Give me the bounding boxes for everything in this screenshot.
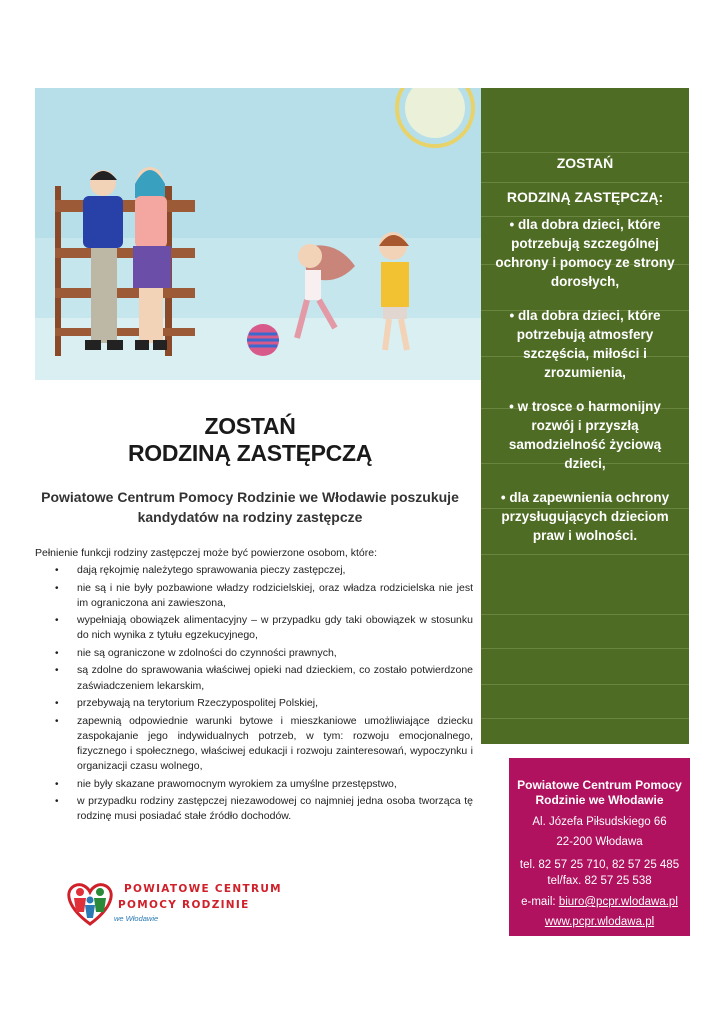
drawing-illustration [35, 88, 481, 380]
contact-panel [509, 758, 690, 936]
list-item: • nie są i nie były pozbawione władzy rodzicielskiej, oraz władza rodzicielska nie jest im ograniczona ani zawieszona, [35, 581, 473, 611]
title-line-2: RODZINĄ ZASTĘPCZĄ [127, 440, 373, 466]
logo-family-icon [62, 878, 118, 928]
page-title [40, 413, 460, 467]
green-info-panel [481, 88, 689, 744]
list-item: • przebywają na terytorium Rzeczypospolitej Polskiej, [35, 696, 473, 711]
email-label: e-mail: [521, 896, 559, 908]
contact-email-row [509, 895, 690, 911]
sidebar-point-1: • dla dobra dzieci, które potrzebują szczególnej ochrony i pomocy ze strony dorosłych, [495, 217, 675, 289]
contact-org-name: Powiatowe Centrum Pomocy Rodzinie we Włodawie [517, 778, 682, 807]
sidebar-point-2: • dla dobra dzieci, które potrzebują atmosfery szczęścia, miłości i zrozumienia, [509, 308, 661, 380]
list-item: • dają rękojmię należytego sprawowania pieczy zastępczej, [35, 563, 473, 578]
website-link[interactable]: www.pcpr.wlodawa.pl [544, 915, 655, 928]
sidebar-heading-2: RODZINĄ ZASTĘPCZĄ: [506, 189, 664, 205]
sun [397, 88, 473, 146]
list-item: • w przypadku rodziny zastępczej niezawodowej co najmniej jedna osoba tworząca tę rodzinę musi posiadać stałe źródło dochodów. [35, 794, 473, 824]
contact-www-row [509, 915, 690, 931]
intro-text: Pełnienie funkcji rodziny zastępczej może być powierzone osobom, które: [35, 547, 378, 559]
pcpr-logo [62, 878, 282, 928]
list-item: • zapewnią odpowiednie warunki bytowe i mieszkaniowe umożliwiające dziecku zaspokajanie jego indywidualnych potrzeb, w tym: rozwoju emocjonalnego, fizycznego i społecznego, właściwej edukacji i rozwoju zainteresowań, wypoczynku i organizacji czasu wolnego, [35, 714, 473, 775]
ball [247, 324, 279, 356]
page-subtitle: Powiatowe Centrum Pomocy Rodzinie we Włodawie poszukuje kandydatów na rodziny zastępcze [41, 489, 459, 525]
list-item: • wypełniają obowiązek alimentacyjny – w przypadku gdy taki obowiązek w stosunku do nich wynika z tytułu egzekucyjnego, [35, 613, 473, 643]
email-link[interactable]: biuro@pcpr.wlodawa.pl [558, 896, 678, 908]
contact-city: 22-200 Włodawa [556, 835, 643, 848]
green-panel-text [481, 154, 689, 560]
list-item: • są zdolne do sprawowania właściwej opieki nad dzieckiem, co zostało potwierdzone zaświadczeniem lekarskim, [35, 663, 473, 693]
sidebar-point-3: • w trosce o harmonijny rozwój i przyszłą samodzielność życiową dzieci, [508, 399, 662, 471]
sidebar-point-4: • dla zapewnienia ochrony przysługujących dzieciom praw i wolności. [500, 490, 670, 543]
contact-street: Al. Józefa Piłsudskiego 66 [532, 816, 667, 828]
family-drawing [35, 88, 481, 380]
contact-phone: tel. 82 57 25 710, 82 57 25 485 [519, 859, 680, 871]
contact-fax: tel/fax. 82 57 25 538 [547, 874, 652, 887]
list-item: • nie były skazane prawomocnym wyrokiem za umyślne przestępstwo, [35, 777, 473, 792]
logo-text-line-1: POWIATOWE CENTRUM [124, 883, 282, 895]
logo-text-line-2: POMOCY RODZINIE [118, 899, 250, 911]
sidebar-heading-1: ZOSTAŃ [556, 155, 614, 171]
conditions-list [35, 563, 473, 827]
title-line-1: ZOSTAŃ [204, 413, 296, 439]
list-item: • nie są ograniczone w zdolności do czynności prawnych, [35, 646, 473, 661]
logo-text-line-3: we Włodawie [114, 914, 159, 923]
